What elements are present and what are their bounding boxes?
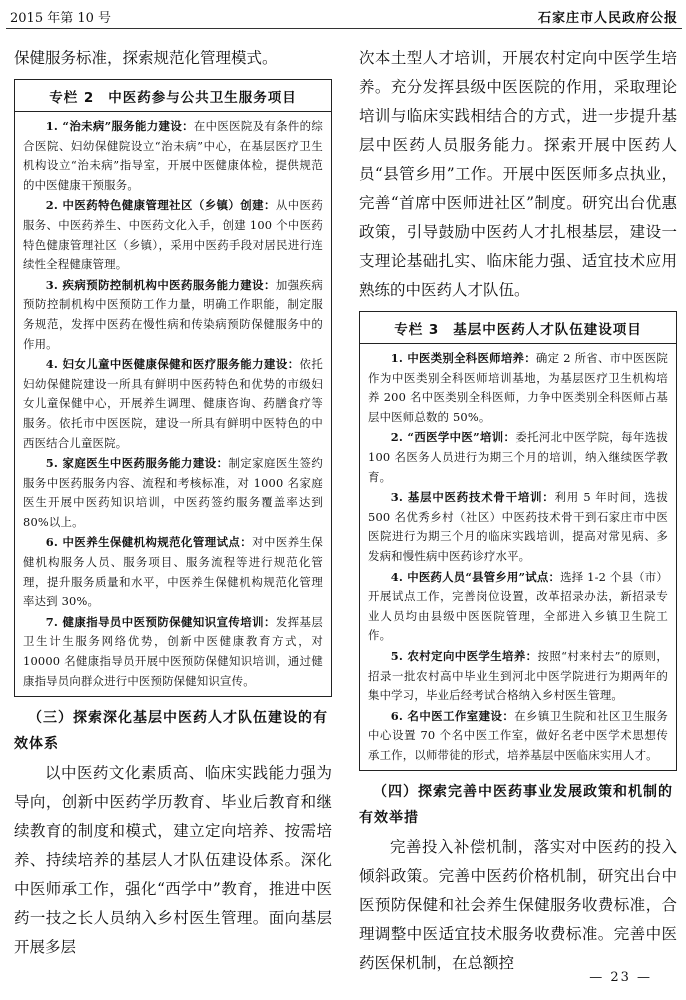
page-number: — 23 — (589, 970, 652, 985)
box-2-title (15, 80, 331, 112)
section-3-heading: （三）探索深化基层中医药人才队伍建设的有效体系 (14, 710, 328, 753)
box-2-item-text: 在中医医院及有条件的综合医院、妇幼保健院设立“治未病”中心，在基层医疗卫生机构设立“治未病”指导室，开展中医健康体检，提供规范的中医健康干预服务。 (23, 119, 323, 192)
box-2-item-text: 依托妇幼保健院建设一所具有鲜明中医药特色和优势的市级妇女儿童保健中心，开展养生调理、健康咨询、药膳食疗等服务。依托市中医医院，建设一所具有鲜明中医特色的中西医结合儿童医院。 (23, 357, 323, 450)
issue-label: 2015 年第 10 号 (10, 11, 112, 26)
box-2-item (23, 613, 323, 691)
section-4-text: 完善投入补偿机制，落实对中医药的投入倾斜政策。完善中医药价格机制，研究出台中医预防保健和社会养生保健服务收费标准，合理调整中医适宜技术服务收费标准。完善中医药医保机制，在总额控 (359, 838, 677, 973)
box-3-item-text: 在乡镇卫生院和社区卫生服务中心设置 70 个名中医工作室，做好名老中医学术思想传承工作，以师带徒的形式，培养基层中医临床实用人才。 (368, 708, 668, 762)
box-2-item (23, 117, 323, 195)
box-3-item (368, 568, 668, 646)
box-3-heading: 基层中医药人才队伍建设项目 (453, 322, 642, 338)
box-2 (14, 79, 332, 697)
box-2-item (23, 355, 323, 453)
page-header (6, 4, 682, 29)
box-3-item-text: 委托河北中医学院，每年选拔 100 名医务人员进行为期三个月的培训，纳入继续医学教育。 (368, 430, 669, 484)
box-3-tag: 专栏 3 (394, 322, 440, 338)
left-column (14, 44, 332, 962)
box-3-item (368, 647, 668, 706)
publication-title: 石家庄市人民政府公报 (537, 11, 678, 26)
box-2-item-text: 从中医药服务、中医药养生、中医药文化入手，创建 100 个中医药特色健康管理社区（乡镇），采用中医药手段对居民进行连续性全程健康管理。 (23, 198, 323, 272)
box-2-item-lead: 2. 中医药特色健康管理社区（乡镇）创建： (45, 198, 276, 213)
box-3-item (368, 707, 668, 766)
box-3-item-lead: 5. 农村定向中医学生培养： (390, 648, 538, 663)
box-2-item-lead: 3. 疾病预防控制机构中医药服务能力建设： (45, 277, 276, 292)
box-2-heading: 中医药参与公共卫生服务项目 (108, 90, 297, 106)
box-2-item-text: 加强疾病预防控制机构中医预防工作力量，明确工作职能，制定服务规范，发挥中医药在慢性病和传染病预防保健服务中的作用。 (23, 277, 323, 351)
box-3-title (360, 312, 676, 344)
box-3 (359, 311, 677, 771)
box-3-item-lead: 3. 基层中医药技术骨干培训： (390, 490, 555, 505)
box-2-item-text: 对中医养生保健机构服务人员、服务项目、服务流程等进行规范化管理，提升服务质量和水平，中医养生保健机构规范化管理率达到 30%。 (23, 535, 323, 609)
section-4-heading: （四）探索完善中医药事业发展政策和机制的有效举措 (359, 784, 673, 827)
box-3-item-lead: 2. “西医学中医”培训： (390, 430, 516, 445)
right-continuation-text: 次本土型人才培训，开展农村定向中医学生培养。充分发挥县级中医医院的作用，采取理论培训与临床实践相结合的方式，进一步提升基层中医药人员服务能力。探索开展中医药人员“县管乡用”工作。开展中医医师多点执业，完善“首席中医师进社区”制度。研究出台优惠政策，引导鼓励中医药人才扎根基层，建设一支理论基础扎实、临床能力强、适宜技术应用熟练的中医药人才队伍。 (359, 49, 677, 299)
box-3-item (368, 488, 668, 566)
box-3-item-text: 确定 2 所省、市中医医院作为中医类别全科医师培训基地，为基层医疗卫生机构培养 200 名中医类别全科医师，力争中医类别全科医师占基层中医师总数的 50%。 (368, 351, 668, 424)
right-column (359, 44, 677, 978)
box-3-item-lead: 6. 名中医工作室建设： (390, 708, 515, 723)
box-2-tag: 专栏 2 (49, 90, 95, 106)
box-2-item-lead: 6. 中医养生保健机构规范化管理试点： (45, 535, 253, 550)
box-2-item-lead: 7. 健康指导员中医预防保健知识宣传培训： (45, 614, 276, 629)
section-3-text: 以中医药文化素质高、临床实践能力强为导向，创新中医药学历教育、毕业后教育和继续教育的制度和模式，建立定向培养、按需培养、持续培养的基层人才队伍建设体系。深化中医师承工作，强化“西学中”教育，推进中医药一技之长人员纳入乡村医生管理。面向基层开展多层 (14, 764, 332, 957)
box-3-item-text: 利用 5 年时间，选拔 500 名优秀乡村（社区）中医药技术骨干到石家庄市中医医院进行为期三个月的临床实践培训，提高对常见病、多发病和慢性病中医药诊疗水平。 (368, 490, 668, 563)
box-3-item-lead: 4. 中医药人员“县管乡用”试点： (390, 569, 561, 584)
box-3-body (360, 344, 676, 770)
box-2-item (23, 196, 323, 274)
box-2-item-text: 制定家庭医生签约服务中医药服务内容、流程和考核标准，对 1000 名家庭医生开展中医药知识培训，中医药签约服务覆盖率达到 80%以上。 (23, 456, 323, 529)
box-2-item-lead: 1. “治未病”服务能力建设： (45, 119, 194, 133)
box-3-item-text: 按照“村来村去”的原则，招录一批农村高中毕业生到河北中医学院进行为期两年的集中学习，毕业后经考试合格纳入乡村医生管理。 (368, 648, 668, 703)
box-2-item (23, 276, 323, 354)
left-intro-text: 保健服务标准，探索规范化管理模式。 (14, 49, 278, 67)
box-2-item-lead: 5. 家庭医生中医药服务能力建设： (45, 456, 229, 471)
box-3-item-lead: 1. 中医类别全科医师培养： (390, 351, 536, 365)
box-2-item (23, 533, 323, 611)
box-2-item-text: 发挥基层卫生计生服务网络优势，创新中医健康教育方式，对 10000 名健康指导员开展中医预防保健知识培训，通过健康指导员向群众进行中医预防保健知识宣传。 (23, 614, 323, 688)
box-3-item-text: 选择 1-2 个县（市）开展试点工作，完善岗位设置，改革招录办法，新招录专业人员均由县级中医医院管理，全部进入乡镇卫生院工作。 (368, 569, 668, 643)
box-3-item (368, 349, 668, 427)
box-3-item (368, 428, 668, 487)
box-2-item (23, 454, 323, 532)
box-2-body (15, 112, 331, 696)
box-2-item-lead: 4. 妇女儿童中医健康保健和医疗服务能力建设： (45, 357, 300, 372)
